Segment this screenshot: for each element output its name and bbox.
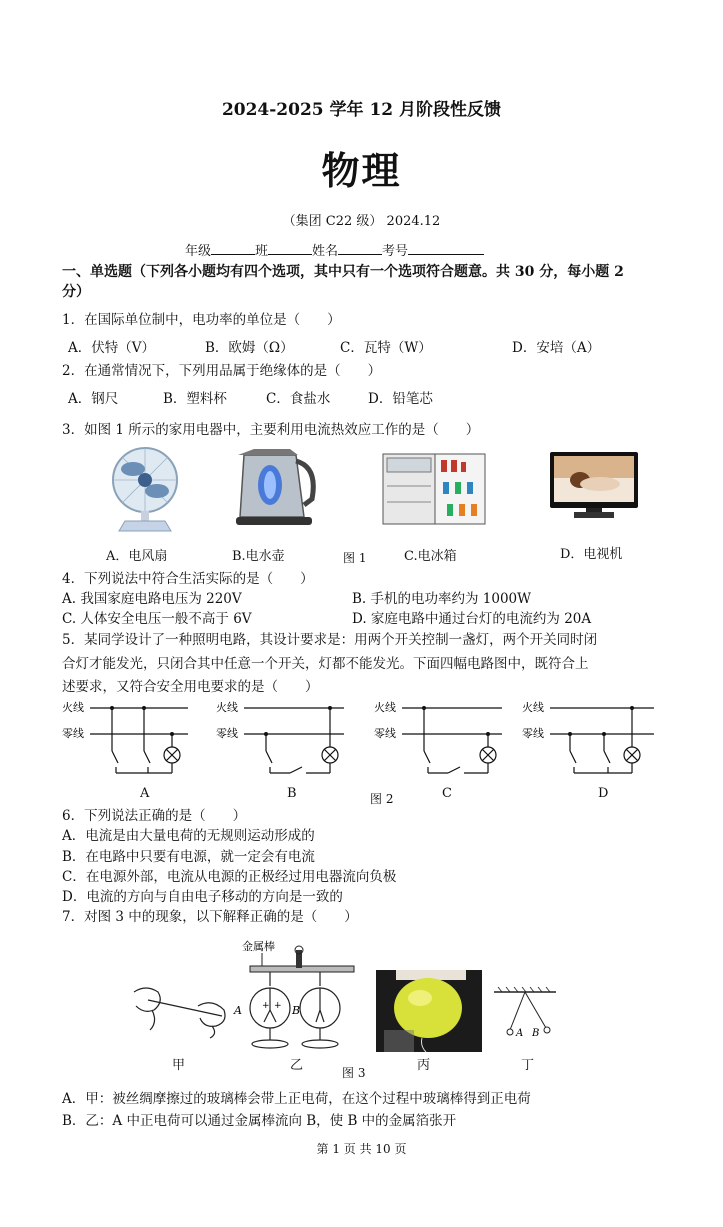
electric-fan-image xyxy=(105,445,185,535)
pith-balls-image xyxy=(490,986,560,1040)
q2-option-a: A．钢尺 xyxy=(68,391,119,407)
pith-ball-b-label: B xyxy=(532,1028,540,1039)
circuit-diagram-d xyxy=(520,697,660,787)
neutral-wire-label: 零线 xyxy=(522,727,544,740)
electroscope-image xyxy=(232,938,362,1058)
exam-subtitle: （集团 C22 级） 2024.12 xyxy=(282,214,441,229)
electric-kettle-image xyxy=(232,447,320,527)
svg-text:+: + xyxy=(262,1001,270,1011)
fig3-caption-jia: 甲 xyxy=(172,1058,186,1073)
fig3-caption-yi: 乙 xyxy=(290,1058,304,1073)
q4-option-c: C. 人体安全电压一般不高于 6V xyxy=(62,611,252,627)
fig1-label: 图 1 xyxy=(343,551,367,565)
number-blank xyxy=(408,241,484,255)
q1-option-c: C．瓦特（W） xyxy=(340,340,432,356)
refrigerator-image xyxy=(381,452,487,526)
q7-option-b: B．乙：A 中正电荷可以通过金属棒流向 B，使 B 中的金属箔张开 xyxy=(62,1113,457,1129)
q2-option-b: B．塑料杯 xyxy=(163,391,227,407)
q1-option-a: A．伏特（V） xyxy=(68,340,155,356)
electroscope-b-label: B xyxy=(292,1004,301,1017)
name-label: 姓名 xyxy=(312,244,339,259)
neutral-wire-label: 零线 xyxy=(216,727,238,740)
fig2-caption-d: D xyxy=(598,786,609,801)
fig2-caption-a: A xyxy=(140,786,150,801)
q1-option-b: B．欧姆（Ω） xyxy=(205,340,294,356)
live-wire-label: 火线 xyxy=(62,701,84,714)
pith-ball-a-label: A xyxy=(516,1028,524,1039)
svg-text:+: + xyxy=(274,1001,282,1011)
rubbing-glass-rod-image xyxy=(128,980,234,1040)
q4-option-a: A. 我国家庭电路电压为 220V xyxy=(62,591,242,607)
live-wire-label: 火线 xyxy=(374,701,396,714)
q2-option-d: D．铅笔芯 xyxy=(368,391,433,407)
metal-rod-label: 金属棒 xyxy=(242,940,275,953)
class-label: 班 xyxy=(255,244,269,259)
q4-option-d: D. 家庭电路中通过台灯的电流约为 20A xyxy=(352,611,592,627)
fig1-caption-a: A．电风扇 xyxy=(106,549,168,564)
section-heading-line2: 分） xyxy=(62,284,90,300)
fig2-caption-c: C xyxy=(442,786,452,801)
electroscope-a-label: A xyxy=(234,1004,242,1017)
q6-option-a: A．电流是由大量电荷的无规则运动形成的 xyxy=(62,828,315,844)
q7-option-a: A．甲：被丝绸摩擦过的玻璃棒会带上正电荷，在这个过程中玻璃棒得到正电荷 xyxy=(62,1091,531,1107)
q6-option-c: C．在电源外部，电流从电源的正极经过用电器流向负极 xyxy=(62,869,397,885)
q6-option-b: B．在电路中只要有电源，就一定会有电流 xyxy=(62,849,315,865)
fig1-caption-d: D．电视机 xyxy=(560,547,623,562)
q5-line2: 合灯才能发光，只闭合其中任意一个开关，灯都不能发光。下面四幅电路图中，既符合上 xyxy=(62,656,589,672)
fig3-caption-ding: 丁 xyxy=(521,1058,535,1073)
section-heading-line1: 一、单选题（下列各小题均有四个选项，其中只有一个选项符合题意。共 30 分，每小题 2 xyxy=(62,264,624,280)
grade-label: 年级 xyxy=(185,244,212,259)
live-wire-label: 火线 xyxy=(522,701,544,714)
q2-option-c: C．食盐水 xyxy=(266,391,331,407)
television-image xyxy=(548,450,640,520)
page-footer: 第 1 页 共 10 页 xyxy=(316,1142,407,1156)
grade-blank xyxy=(211,241,255,255)
fig2-label: 图 2 xyxy=(370,792,394,806)
number-label: 考号 xyxy=(382,244,409,259)
neutral-wire-label: 零线 xyxy=(62,727,84,740)
circuit-diagram-a xyxy=(60,697,200,787)
q6-option-d: D．电流的方向与自由电子移动的方向是一致的 xyxy=(62,889,343,905)
q7-stem: 7．对图 3 中的现象，以下解释正确的是（ ） xyxy=(62,909,358,925)
name-blank xyxy=(338,241,382,255)
exam-title: 2024-2025 学年 12 月阶段性反馈 xyxy=(221,100,502,120)
circuit-diagram-b xyxy=(214,697,354,787)
fig2-caption-b: B xyxy=(287,786,297,801)
q6-stem: 6．下列说法正确的是（ ） xyxy=(62,808,247,824)
student-info-line xyxy=(185,240,484,259)
balloon-image xyxy=(376,970,482,1052)
q5-line3: 述要求，又符合安全用电要求的是（ ） xyxy=(62,679,319,695)
q3-stem: 3．如图 1 所示的家用电器中，主要利用电流热效应工作的是（ ） xyxy=(62,422,480,438)
fig3-caption-bing: 丙 xyxy=(417,1058,431,1073)
q2-stem: 2．在通常情况下，下列用品属于绝缘体的是（ ） xyxy=(62,363,382,379)
class-blank xyxy=(268,241,312,255)
q1-stem: 1．在国际单位制中，电功率的单位是（ ） xyxy=(62,312,341,328)
live-wire-label: 火线 xyxy=(216,701,238,714)
fig1-caption-c: C.电冰箱 xyxy=(404,549,457,564)
q1-option-d: D．安培（A） xyxy=(512,340,601,356)
fig3-label: 图 3 xyxy=(342,1066,366,1080)
fig1-caption-b: B.电水壶 xyxy=(232,549,285,564)
q4-option-b: B. 手机的电功率约为 1000W xyxy=(352,591,532,607)
q4-stem: 4．下列说法中符合生活实际的是（ ） xyxy=(62,571,314,587)
subject-title: 物理 xyxy=(321,148,402,193)
q5-line1: 5．某同学设计了一种照明电路，其设计要求是：用两个开关控制一盏灯，两个开关同时闭 xyxy=(62,632,598,648)
neutral-wire-label: 零线 xyxy=(374,727,396,740)
circuit-diagram-c xyxy=(372,697,512,787)
